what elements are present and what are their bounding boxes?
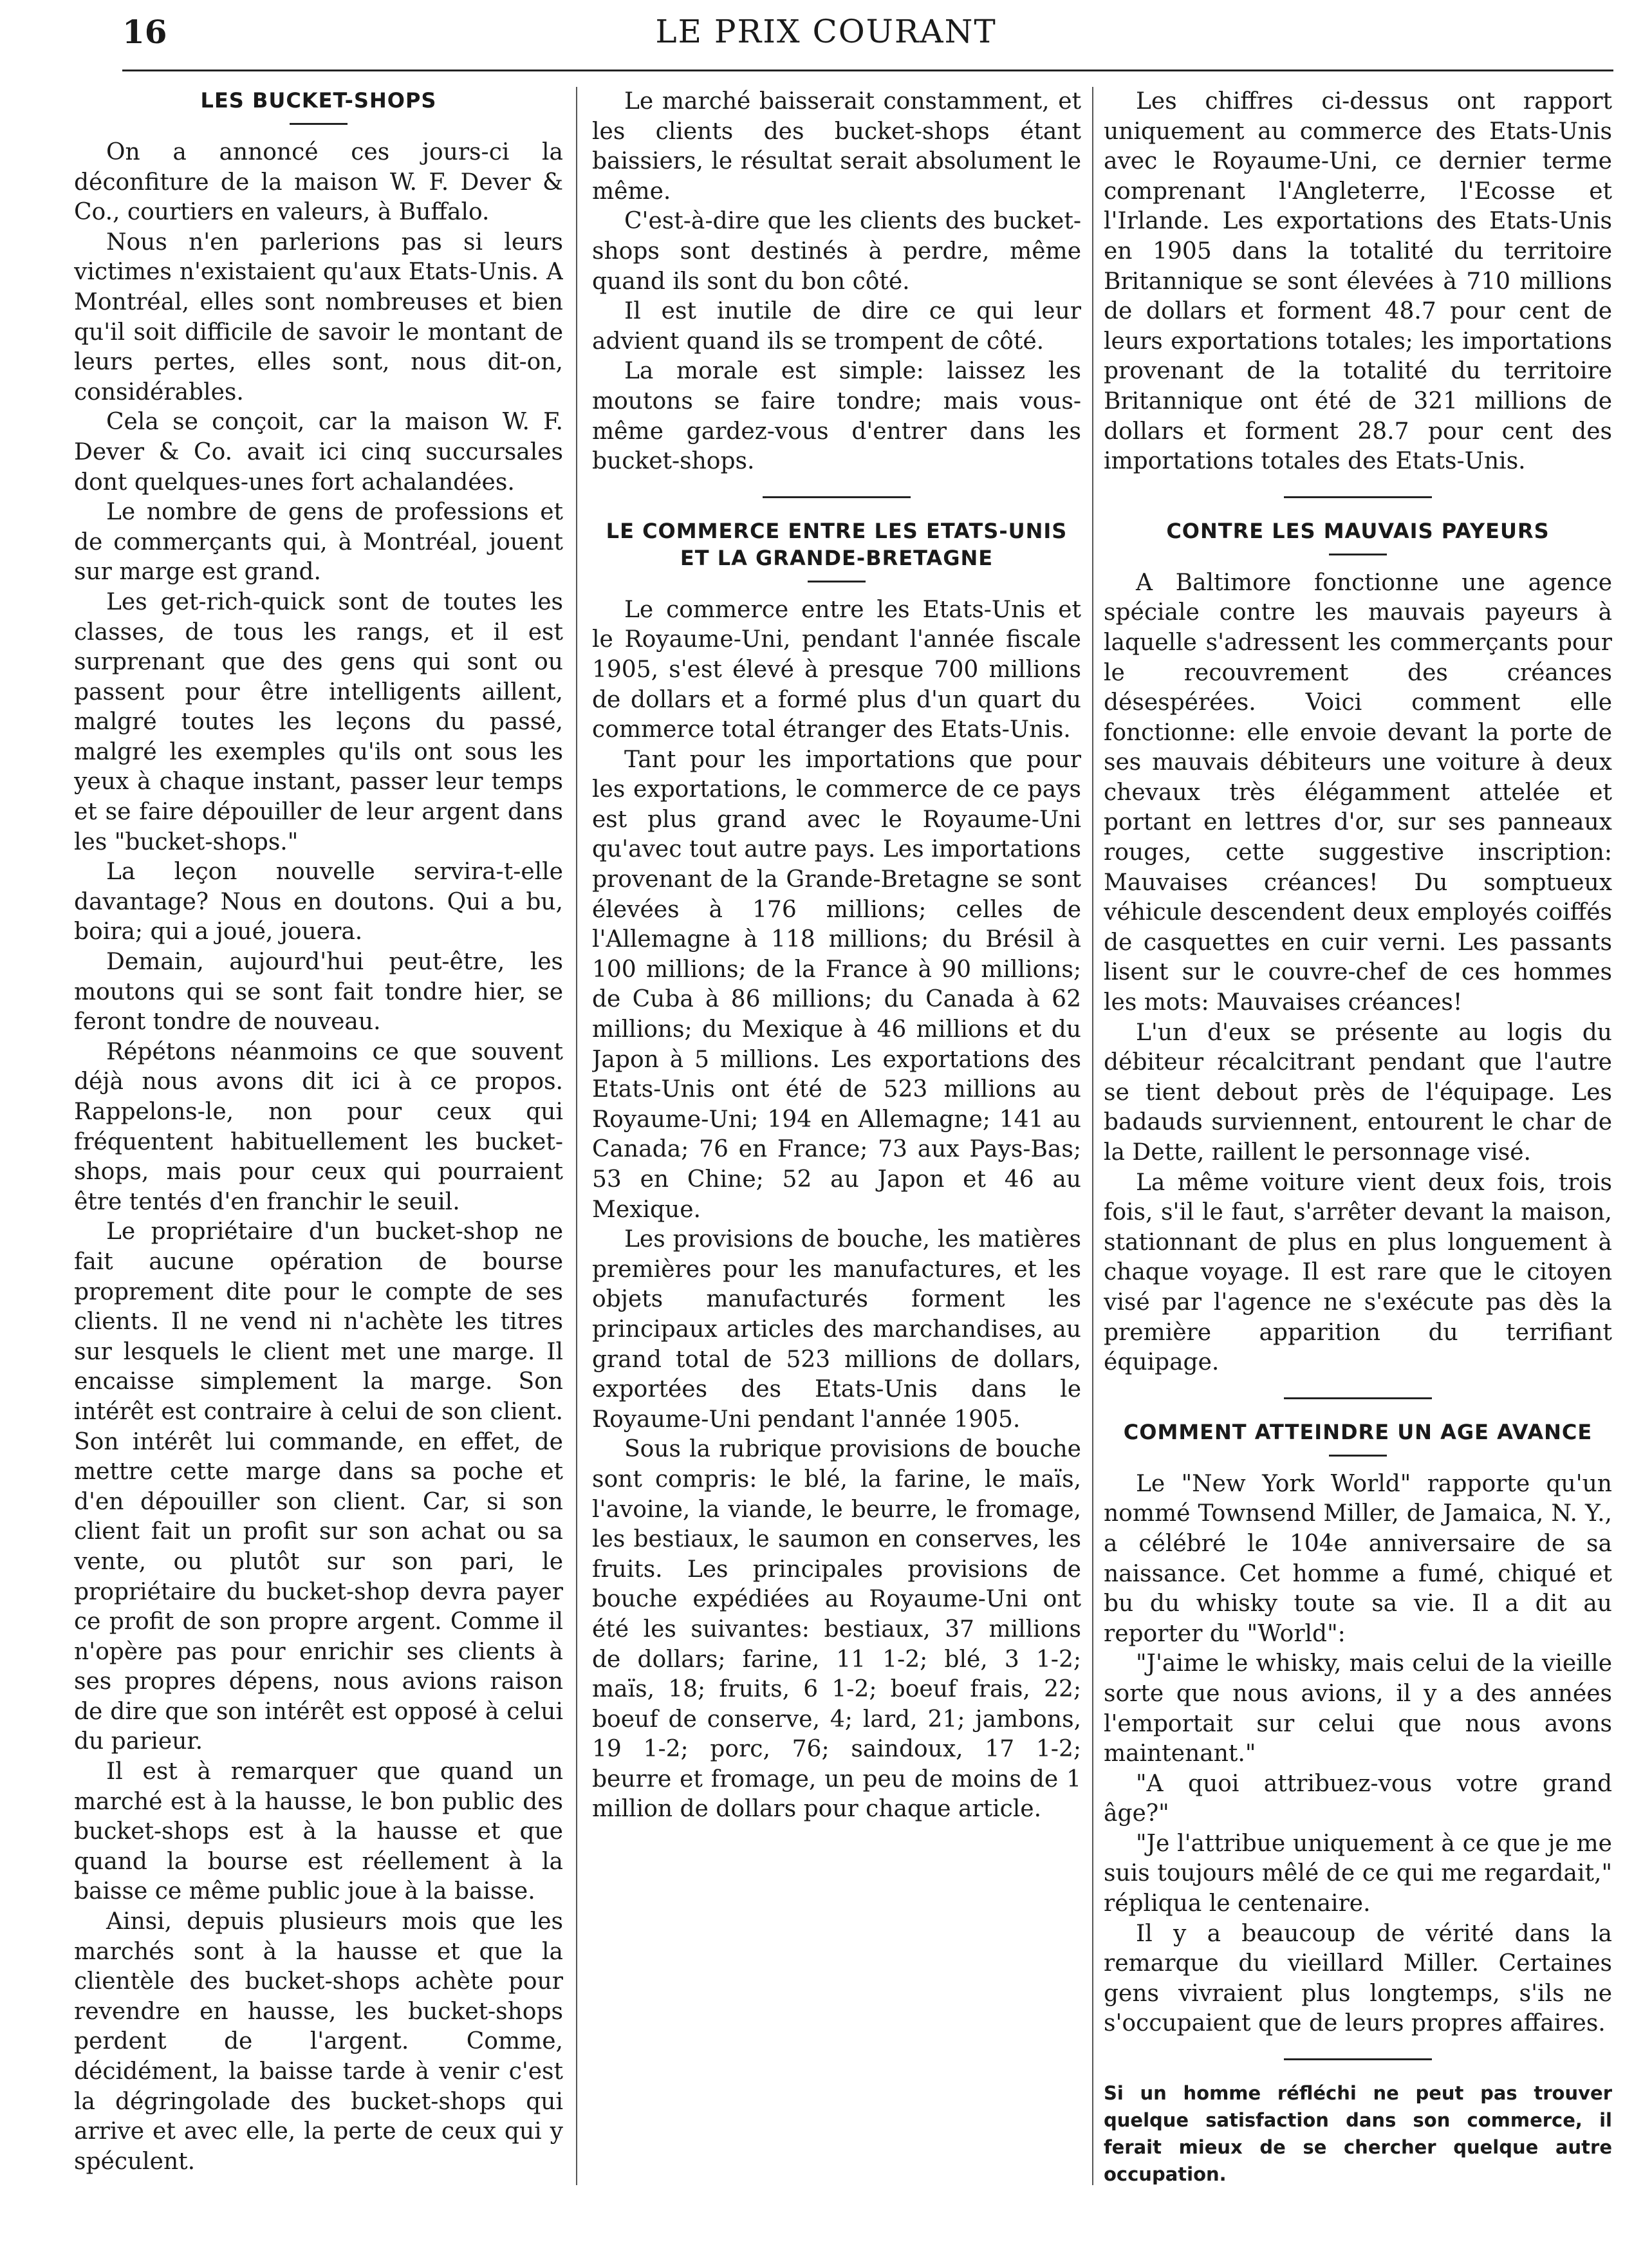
- page-number: 16: [122, 13, 167, 51]
- journal-title: LE PRIX COURANT: [655, 13, 997, 50]
- paragraph: La même voiture vient deux fois, trois fois, s'il le faut, s'arrêter devant la maison, stationnant de plus en plus longuement à chaque voyage. Il est rare que le citoyen visé par l'agence ne s'exécute pas dès la première apparition du terrifiant équipage.: [1104, 1169, 1612, 1376]
- paragraph: Le commerce entre les Etats-Unis et le Royaume-Uni, pendant l'année fiscale 1905, s'est élevé à presque 700 millions de dollars et a formé plus d'un quart du commerce total étranger des Etats-Unis.: [592, 596, 1081, 743]
- column-3: [1104, 87, 1612, 2230]
- paragraph: Le "New York World" rapporte qu'un nommé Townsend Miller, de Jamaica, N. Y., a célébré le 104e anniversaire de sa naissance. Cet homme a fumé, chiqué et bu du whisky toute sa vie. Il a dit au reporter du "World":: [1104, 1470, 1612, 1647]
- column-2: [592, 87, 1081, 2230]
- paragraph: "A quoi attribuez-vous votre grand âge?": [1104, 1770, 1612, 1827]
- paragraph: A Baltimore fonctionne une agence spéciale contre les mauvais payeurs à laquelle s'adressent les commerçants pour le recouvrement des créances désespérées. Voici comment elle fonctionne: elle envoie devant la porte de ses mauvais débiteurs une voiture à deux chevaux très élégamment attelée et portant en lettres d'or, sur ses panneaux rouges, cette suggestive inscription: Mauvaises créances! Du somptueux véhicule descendent deux employés coiffés de casquettes en cuir verni. Les passants lisent sur le couvre-chef de ces hommes les mots: Mauvaises créances!: [1104, 569, 1612, 1016]
- closing-note: Si un homme réfléchi ne peut pas trouver quelque satisfaction dans son commerce, il ferait mieux de se chercher quelque autre occupation.: [1104, 2082, 1612, 2186]
- article-separator: [763, 496, 911, 498]
- headline-rule: [290, 123, 348, 125]
- paragraph: La leçon nouvelle servira-t-elle davantage? Nous en doutons. Qui a bu, boira; qui a joué, jouera.: [74, 859, 563, 946]
- paragraph: "J'aime le whisky, mais celui de la vieille sorte que nous avions, il y a des années l'emportait sur celui que nous avons maintenant.": [1104, 1650, 1612, 1767]
- header-rule: [122, 70, 1613, 71]
- paragraph: Le propriétaire d'un bucket-shop ne fait aucune opération de bourse proprement dite pour le compte de ses clients. Il ne vend ni n'achète les titres sur lesquels le client met une marge. Il encaisse simplement la marge. Son intérêt est contraire à celui de son client. Son intérêt lui commande, en effet, de mettre cette marge dans sa poche et d'en dépouiller son client. Car, si son client fait un profit sur son achat ou sa vente, ou plutôt sur son pari, le propriétaire du bucket-shop devra payer ce profit de son propre argent. Comme il n'opère pas pour enrichir ses clients à ses propres dépens, nous avions raison de dire que son intérêt est opposé à celui du parieur.: [74, 1218, 563, 1755]
- article-separator: [1284, 1397, 1432, 1399]
- paragraph: Il est à remarquer que quand un marché est à la hausse, le bon public des bucket-shops est à la hausse et que quand la bourse est réellement à la baisse ce même public joue à la baisse.: [74, 1758, 563, 1905]
- paragraph: Sous la rubrique provisions de bouche sont compris: le blé, la farine, le maïs, l'avoine, la viande, le beurre, le fromage, les bestiaux, le saumon en conserves, les fruits. Les principales provisions de bouche expédiées au Royaume-Uni ont été les suivantes: bestiaux, 37 millions de dollars; farine, 11 1-2; blé, 3 1-2; maïs, 18; fruits, 6 1-2; boeuf frais, 22; boeuf de conserve, 4; lard, 21; jambons, 19 1-2; porc, 76; saindoux, 17 1-2; beurre et fromage, un peu de moins de 1 million de dollars pour chaque article.: [592, 1436, 1081, 1823]
- paragraph: Les provisions de bouche, les matières premières pour les manufactures, et les objets manufacturés forment les principaux articles des marchandises, au grand total de 523 millions de dollars, exportées des Etats-Unis dans le Royaume-Uni pendant l'année 1905.: [592, 1226, 1081, 1433]
- paragraph: "Je l'attribue uniquement à ce que je me suis toujours mêlé de ce qui me regardait," répliqua le centenaire.: [1104, 1830, 1612, 1917]
- article-separator: [1284, 496, 1432, 498]
- column-divider: [576, 87, 577, 2185]
- headline-mauvais-payeurs: CONTRE LES MAUVAIS PAYEURS: [1166, 518, 1550, 543]
- headline-rule: [1329, 1455, 1387, 1457]
- headline-commerce: LE COMMERCE ENTRE LES ETATS-UNIS ET LA GRANDE-BRETAGNE: [606, 518, 1068, 570]
- headline-rule: [1329, 554, 1387, 555]
- headline-rule: [808, 581, 866, 582]
- paragraph: Tant pour les importations que pour les exportations, le commerce de ce pays est plus grand avec le Royaume-Uni qu'avec tout autre pays. Les importations provenant de la Grande-Bretagne se sont élevées à 176 millions; celles de l'Allemagne à 118 millions; du Brésil à 100 millions; de la France à 90 millions; de Cuba à 86 millions; du Canada à 62 millions; du Mexique à 46 millions et du Japon à 5 millions. Les exportations des Etats-Unis ont été de 523 millions au Royaume-Uni; 194 en Allemagne; 141 au Canada; 76 en France; 73 aux Pays-Bas; 53 en Chine; 52 au Japon et 46 au Mexique.: [592, 746, 1081, 1223]
- article-separator: [1284, 2058, 1432, 2060]
- paragraph: La morale est simple: laissez les moutons se faire tondre; mais vous-même gardez-vous d'entrer dans les bucket-shops.: [592, 358, 1081, 475]
- paragraph: Il est inutile de dire ce qui leur advient quand ils se trompent de côté.: [592, 298, 1081, 355]
- paragraph: Les get-rich-quick sont de toutes les classes, de tous les rangs, et il est surprenant que des gens qui sont ou passent pour être intelligents aillent, malgré toutes les leçons du passé, malgré les exemples qu'ils ont sous les yeux à chaque instant, passer leur temps et se faire dépouiller de leur argent dans les "bucket-shops.": [74, 588, 563, 855]
- page-header: [0, 0, 1652, 84]
- paragraph: Répétons néanmoins ce que souvent déjà nous avons dit ici à ce propos. Rappelons-le, non pour ceux qui fréquentent habituellement les bucket-shops, mais pour ceux qui pourraient être tentés d'en franchir le seuil.: [74, 1038, 563, 1215]
- paragraph: L'un d'eux se présente au logis du débiteur récalcitrant pendant que l'autre se tient debout près de l'équipage. Les badauds surviennent, entourent le char de la Dette, raillent le personnage visé.: [1104, 1019, 1612, 1166]
- paragraph: Demain, aujourd'hui peut-être, les moutons qui se sont fait tondre hier, se feront tondre de nouveau.: [74, 949, 563, 1036]
- paragraph: Les chiffres ci-dessus ont rapport uniquement au commerce des Etats-Unis avec le Royaume-Uni, ce dernier terme comprenant l'Angleterre, l'Ecosse et l'Irlande. Les exportations des Etats-Unis en 1905 dans la totalité du territoire Britannique se sont élevées à 710 millions de dollars et forment 48.7 pour cent de leurs exportations totales; les importations provenant de la totalité du territoire Britannique ont été de 321 millions de dollars et forment 28.7 pour cent des importations totales des Etats-Unis.: [1104, 88, 1612, 475]
- paragraph: Ainsi, depuis plusieurs mois que les marchés sont à la hausse et que la clientèle des bucket-shops achète pour revendre en hausse, les bucket-shops perdent de l'argent. Comme, décidément, la baisse tarde à venir c'est la dégringolade des bucket-shops qui arrive et avec elle, la perte de ceux qui y spéculent.: [74, 1908, 563, 2175]
- paragraph: Cela se conçoit, car la maison W. F. Dever & Co. avait ici cinq succursales dont quelques-unes fort achalandées.: [74, 409, 563, 496]
- column-1: [74, 87, 563, 2230]
- column-divider: [1092, 87, 1093, 2185]
- paragraph: Nous n'en parlerions pas si leurs victimes n'existaient qu'aux Etats-Unis. A Montréal, elles sont nombreuses et bien qu'il soit difficile de savoir le montant de leurs pertes, elles sont, nous dit-on, considérables.: [74, 228, 563, 405]
- paragraph: Il y a beaucoup de vérité dans la remarque du vieillard Miller. Certaines gens vivraient plus longtemps, s'ils ne s'occupaient que de leurs propres affaires.: [1104, 1920, 1612, 2037]
- headline-age-avance: COMMENT ATTEINDRE UN AGE AVANCE: [1123, 1419, 1593, 1444]
- paragraph: On a annoncé ces jours-ci la déconfiture de la maison W. F. Dever & Co., courtiers en valeurs, à Buffalo.: [74, 139, 563, 226]
- paragraph: C'est-à-dire que les clients des bucket-shops sont destinés à perdre, même quand ils sont du bon côté.: [592, 208, 1081, 295]
- headline-bucket-shops: LES BUCKET-SHOPS: [200, 88, 437, 113]
- paragraph: Le marché baisserait constamment, et les clients des bucket-shops étant baissiers, le résultat serait absolument le même.: [592, 88, 1081, 205]
- paragraph: Le nombre de gens de professions et de commerçants qui, à Montréal, jouent sur marge est grand.: [74, 499, 563, 586]
